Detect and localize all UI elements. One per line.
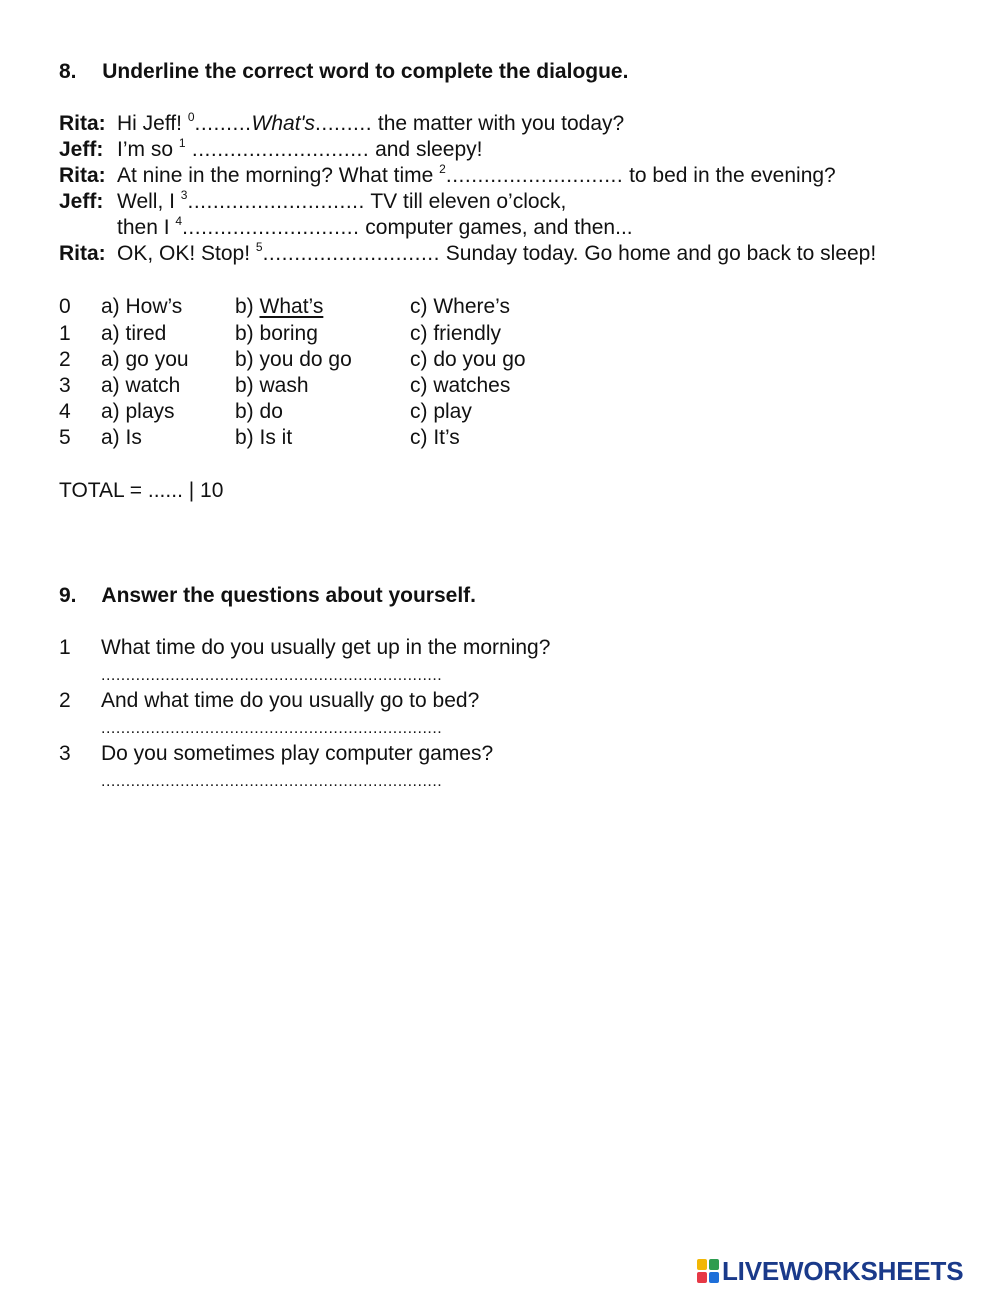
option-c[interactable]: c) watches: [410, 374, 511, 397]
option-b[interactable]: [235, 425, 292, 451]
option-c[interactable]: c) It’s: [410, 426, 460, 449]
logo-square: [697, 1272, 707, 1283]
underlined-answer: What’s: [259, 295, 324, 318]
logo-square: [709, 1259, 719, 1270]
option-a[interactable]: a) How’s: [101, 295, 183, 318]
option-b[interactable]: [235, 321, 318, 347]
section-8-title: Underline the correct word to complete the dialogue.: [102, 60, 629, 83]
gap-number: 2: [439, 162, 446, 176]
option-text: boring: [259, 322, 318, 345]
dialogue-line: [59, 111, 624, 137]
option-number: 0: [59, 295, 71, 318]
dialogue-line: [59, 189, 566, 215]
gap-number: 3: [180, 188, 188, 202]
option-number: 5: [59, 426, 71, 449]
option-prefix: b): [235, 374, 260, 397]
dialogue-text: then I: [117, 216, 176, 239]
question-text: Do you sometimes play computer games?: [101, 742, 494, 765]
speaker: Rita:: [59, 164, 106, 187]
dialogue-text: At nine in the morning? What time: [117, 164, 440, 187]
question-number: 2: [59, 689, 71, 712]
answer-line[interactable]: .....................................................................: [101, 773, 443, 790]
section-8-heading: [59, 59, 628, 85]
dialogue-text: OK, OK! Stop!: [117, 242, 256, 265]
question-text: What time do you usually get up in the morning?: [101, 636, 551, 659]
logo-square: [697, 1259, 707, 1270]
option-b[interactable]: [235, 294, 323, 320]
answer-dots: .........: [315, 112, 373, 135]
dialogue-text: the matter with you today?: [372, 112, 625, 135]
option-c[interactable]: c) do you go: [410, 348, 526, 371]
gap-number: 4: [175, 214, 183, 228]
option-text: wash: [259, 374, 309, 397]
option-prefix: b): [235, 295, 260, 318]
question-number: 3: [59, 742, 71, 765]
speaker: Jeff:: [59, 190, 104, 213]
gap-number: 0: [187, 110, 195, 124]
option-text: you do go: [259, 348, 352, 371]
dialogue-text: to bed in the evening?: [623, 164, 836, 187]
option-prefix: b): [235, 322, 260, 345]
logo-icon: [697, 1259, 719, 1283]
option-text: do: [259, 400, 283, 423]
option-number: 2: [59, 348, 71, 371]
gap-number: 5: [255, 240, 263, 254]
dialogue-text: TV till eleven o’clock,: [364, 190, 567, 213]
option-a[interactable]: a) plays: [101, 400, 175, 423]
question-text: And what time do you usually go to bed?: [101, 689, 480, 712]
dialogue-line: [59, 137, 482, 163]
option-c[interactable]: c) friendly: [410, 322, 502, 345]
option-c[interactable]: c) play: [410, 400, 472, 423]
speaker: Rita:: [59, 112, 106, 135]
section-9-title: Answer the questions about yourself.: [101, 584, 476, 607]
dialogue-line: [59, 163, 836, 189]
gap-number: 1: [178, 136, 186, 150]
option-a[interactable]: a) watch: [101, 374, 181, 397]
option-a[interactable]: a) Is: [101, 426, 142, 449]
option-b[interactable]: [235, 373, 309, 399]
speaker: Rita:: [59, 242, 106, 265]
option-text: Is it: [259, 426, 293, 449]
answer-line[interactable]: .....................................................................: [101, 667, 443, 684]
option-b[interactable]: [235, 347, 352, 373]
section-9-heading: [59, 583, 476, 609]
option-a[interactable]: a) tired: [101, 322, 167, 345]
answer-blank[interactable]: ............................: [182, 216, 360, 239]
speaker: Jeff:: [59, 138, 104, 161]
example-answer: What's: [251, 112, 316, 135]
logo-square: [709, 1272, 719, 1283]
logo-text: LIVEWORKSHEETS: [722, 1255, 964, 1286]
dialogue-text: computer games, and then...: [359, 216, 633, 239]
option-prefix: b): [235, 400, 260, 423]
answer-blank[interactable]: ............................: [262, 242, 440, 265]
answer-blank[interactable]: ............................: [187, 190, 365, 213]
dialogue-text: I’m so: [117, 138, 179, 161]
option-a[interactable]: a) go you: [101, 348, 189, 371]
answer-dots: .........: [194, 112, 252, 135]
dialogue-line: [59, 241, 876, 267]
answer-blank[interactable]: ............................: [185, 138, 370, 161]
option-number: 4: [59, 400, 71, 423]
option-b[interactable]: [235, 399, 283, 425]
total-score: TOTAL = ...... | 10: [59, 479, 224, 502]
dialogue-line: [59, 215, 633, 241]
section-8-number: 8.: [59, 60, 77, 83]
dialogue-text: Hi Jeff!: [117, 112, 188, 135]
section-9-number: 9.: [59, 584, 77, 607]
answer-blank[interactable]: ............................: [445, 164, 624, 187]
option-number: 1: [59, 322, 71, 345]
option-prefix: b): [235, 348, 260, 371]
dialogue-text: Well, I: [117, 190, 181, 213]
dialogue-text: and sleepy!: [369, 138, 483, 161]
dialogue-text: Sunday today. Go home and go back to sleep!: [439, 242, 877, 265]
option-c[interactable]: c) Where’s: [410, 295, 510, 318]
liveworksheets-logo: [697, 1256, 963, 1286]
answer-line[interactable]: .....................................................................: [101, 720, 443, 737]
option-number: 3: [59, 374, 71, 397]
question-number: 1: [59, 636, 71, 659]
option-prefix: b): [235, 426, 260, 449]
